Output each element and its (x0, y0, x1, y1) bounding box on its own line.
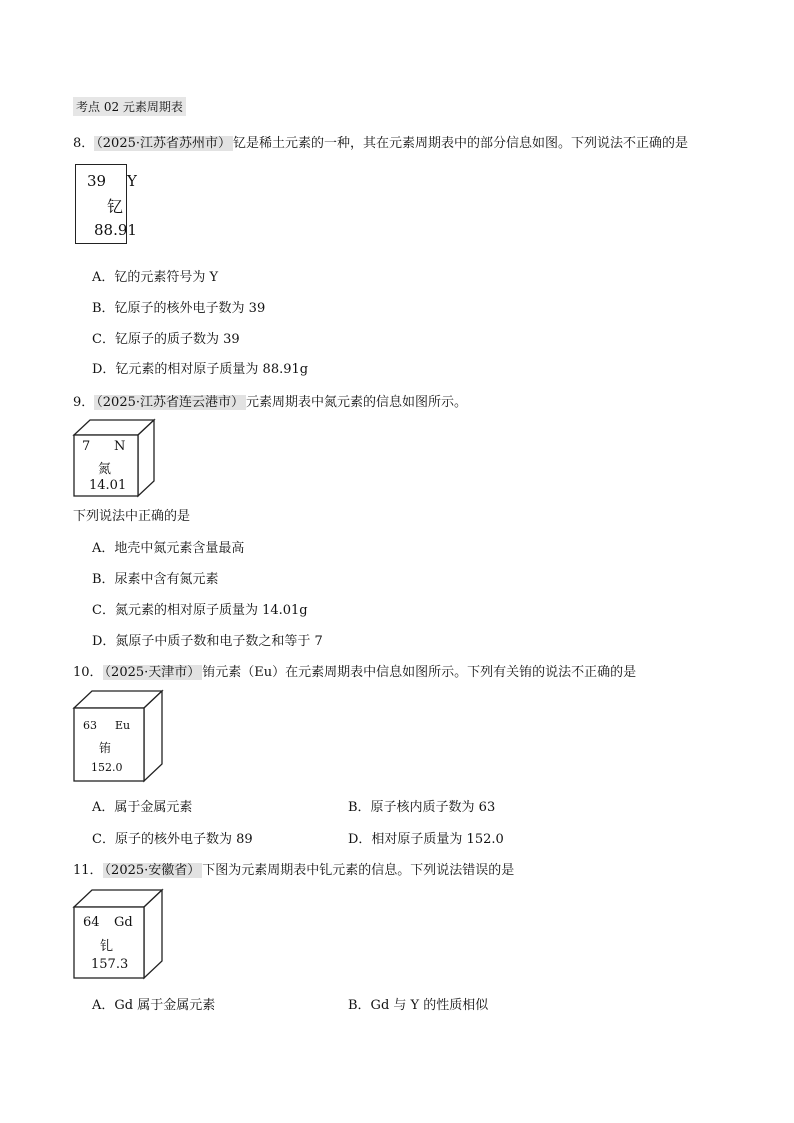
element-symbol: N (114, 439, 126, 454)
element-card-europium (73, 690, 163, 782)
question-9-stem (73, 391, 467, 410)
element-card-gadolinium (73, 889, 163, 979)
question-10-stem (73, 661, 636, 680)
option-9-d[interactable]: D．氮原子中质子数和电子数之和等于 7 (92, 634, 323, 649)
question-source: （2025·江苏省苏州市） (96, 136, 231, 151)
section-title: 考点 02 元素周期表 (73, 97, 186, 116)
question-text: 下图为元素周期表中钆元素的信息。下列说法错误的是 (202, 863, 515, 878)
option-8-d[interactable]: D．钇元素的相对原子质量为 88.91g (92, 362, 309, 377)
option-11-b[interactable]: B．Gd 与 Y 的性质相似 (348, 998, 489, 1013)
atomic-mass: 157.3 (91, 957, 129, 972)
question-source: （2025·江苏省连云港市） (96, 395, 244, 410)
question-number: 11． (73, 863, 103, 878)
question-text: 元素周期表中氮元素的信息如图所示。 (246, 395, 468, 410)
atomic-number: 39 (87, 172, 107, 190)
option-10-a[interactable]: A．属于金属元素 (92, 800, 193, 815)
question-text: 钇是稀土元素的一种，其在元素周期表中的部分信息如图。下列说法不正确的是 (233, 136, 689, 151)
element-symbol: Gd (114, 915, 133, 930)
question-source: （2025·安徽省） (104, 863, 201, 878)
option-8-a[interactable]: A．钇的元素符号为 Y (92, 270, 219, 285)
question-number: 8． (73, 136, 95, 151)
element-card-yttrium (75, 164, 137, 244)
element-name: 钇 (107, 197, 124, 216)
atomic-mass: 14.01 (89, 478, 127, 493)
option-9-a[interactable]: A．地壳中氮元素含量最高 (92, 541, 245, 556)
option-8-b[interactable]: B．钇原子的核外电子数为 39 (92, 301, 266, 316)
option-9-b[interactable]: B．尿素中含有氮元素 (92, 572, 219, 587)
question-number: 9． (73, 395, 95, 410)
option-9-c[interactable]: C．氮元素的相对原子质量为 14.01g (92, 603, 308, 618)
question-8-stem (73, 132, 688, 151)
question-source: （2025·天津市） (104, 665, 201, 680)
element-symbol: Y (127, 172, 137, 190)
question-11-stem (73, 859, 514, 878)
option-10-d[interactable]: D．相对原子质量为 152.0 (348, 832, 504, 847)
element-name: 铕 (99, 741, 112, 755)
atomic-number: 7 (82, 439, 91, 454)
option-10-b[interactable]: B．原子核内质子数为 63 (348, 800, 496, 815)
atomic-number: 64 (83, 915, 100, 930)
option-8-c[interactable]: C．钇原子的质子数为 39 (92, 332, 240, 347)
atomic-number: 63 (83, 719, 97, 732)
atomic-mass: 88.91 (94, 221, 137, 239)
question-text: 铕元素（Eu）在元素周期表中信息如图所示。下列有关铕的说法不正确的是 (202, 665, 637, 680)
element-name: 钆 (100, 939, 114, 954)
element-card-nitrogen (73, 419, 155, 497)
atomic-mass: 152.0 (91, 761, 123, 774)
option-11-a[interactable]: A．Gd 属于金属元素 (92, 998, 216, 1013)
option-10-c[interactable]: C．原子的核外电子数为 89 (92, 832, 253, 847)
element-name: 氮 (98, 462, 112, 477)
element-symbol: Eu (115, 719, 131, 732)
question-9-stem-2: 下列说法中正确的是 (73, 509, 191, 524)
question-number: 10． (73, 665, 103, 680)
